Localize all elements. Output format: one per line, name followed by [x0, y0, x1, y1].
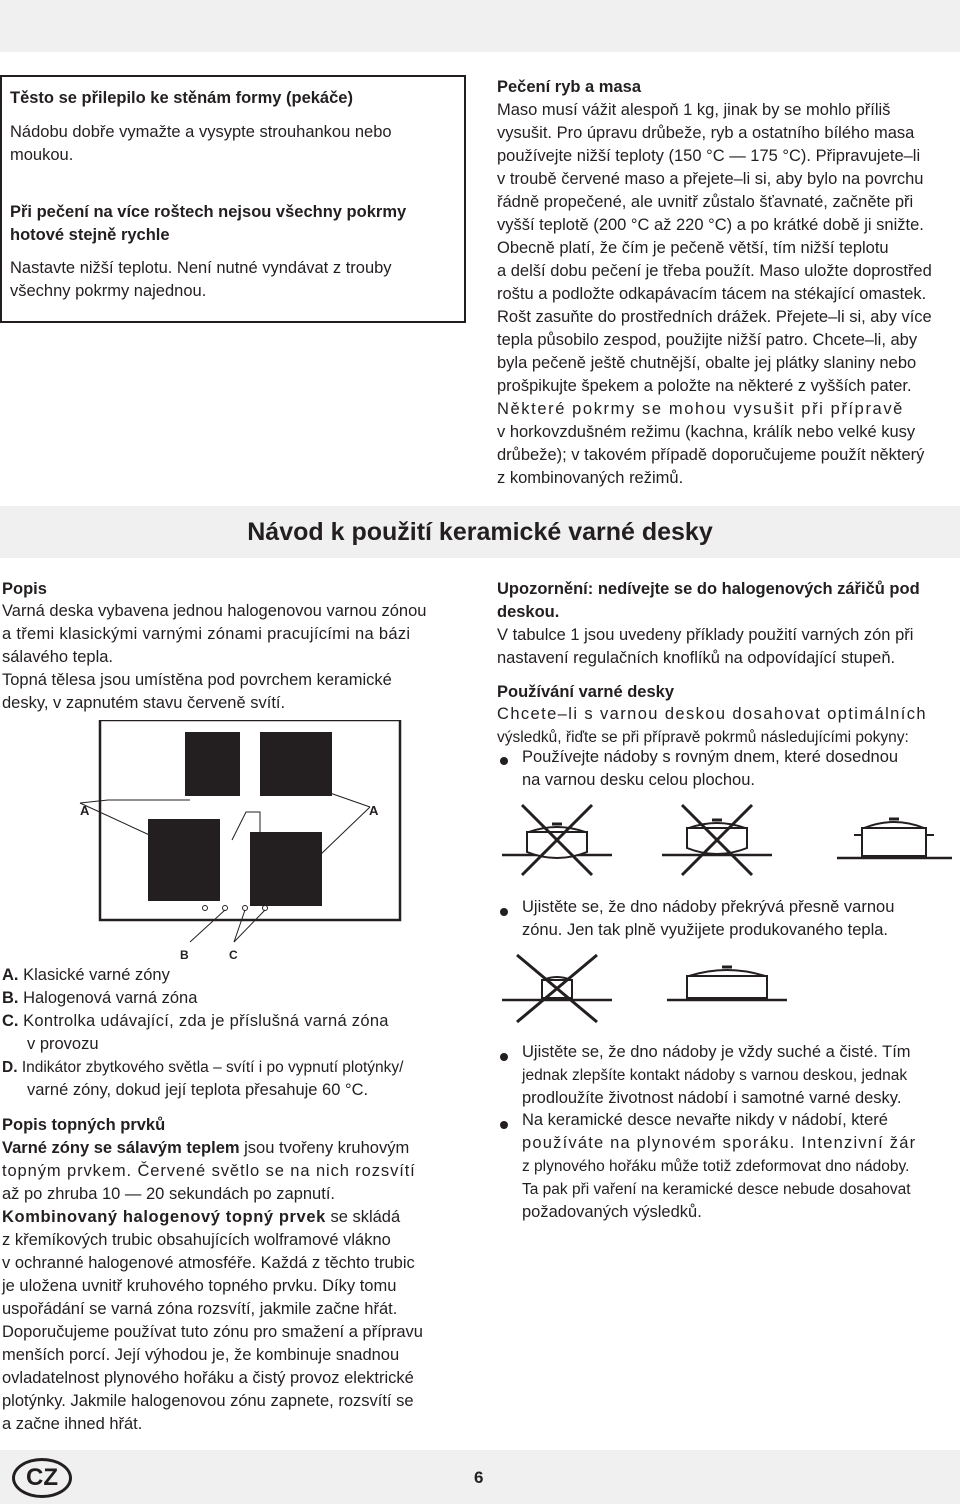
- usage-line: výsledků, řiďte se při přípravě pokrmů následujícími pokyny:: [497, 729, 909, 746]
- legend-text: Klasické varné zóny: [23, 966, 170, 984]
- prvky-line: menších porcí. Její výhodou je, že kombinuje snadnou: [2, 1346, 400, 1364]
- legend-key: A.: [2, 966, 19, 984]
- fish-heading: Pečení ryb a masa: [497, 78, 642, 96]
- pot-illustrations-2: [497, 950, 960, 1025]
- fish-line: Maso musí vážit alespoň 1 kg, jinak by se mohlo příliš: [497, 101, 891, 119]
- label-a-right: A: [369, 803, 379, 818]
- bullet-line: Ujistěte se, že dno nádoby překrývá přesně varnou: [522, 898, 895, 916]
- legend-item: [2, 964, 472, 987]
- prvky-line: Doporučujeme používat tuto zónu pro smažení a přípravu: [2, 1323, 423, 1341]
- fish-line: řádně propečené, ale uvnitř zůstalo šťavnaté, začněte při: [497, 193, 914, 211]
- prvky-bold: Varné zóny se sálavým teplem: [2, 1139, 240, 1157]
- fish-line: a delší dobu pečení je třeba použít. Maso uložte doprostřed: [497, 262, 932, 280]
- fish-line: vyšší teplotě (200 °C až 220 °C) a po krátké době ji snižte.: [497, 216, 924, 234]
- bullet-line: Ta pak při vaření na keramické desce nebude dosahovat: [522, 1181, 911, 1198]
- prvky-line: a začne ihned hřát.: [2, 1415, 143, 1433]
- fish-line: v troubě červené maso a přejete–li si, aby bylo na povrchu: [497, 170, 924, 188]
- fish-line: z kombinovaných režimů.: [497, 469, 684, 487]
- fish-line: Obecně platí, že čím je pečeně větší, tím nižší teplotu: [497, 239, 889, 257]
- prvky-bold: Kombinovaný halogenový topný prvek: [2, 1208, 326, 1226]
- bullet-dot: [500, 1121, 508, 1129]
- popis-text: [2, 600, 465, 715]
- bullet-line: jednak zlepšíte kontakt nádoby s varnou deskou, jednak: [522, 1067, 908, 1084]
- usage-bullet-1: [522, 746, 960, 792]
- legend-text: Kontrolka udávající, zda je příslušná varná zóna: [23, 1012, 389, 1030]
- tip-text-2: Nastavte nižší teplotu. Není nutné vyndávat z trouby všechny pokrmy najednou.: [10, 259, 392, 300]
- popis-line: desky, v zapnutém stavu červeně svítí.: [2, 694, 286, 712]
- warning: [497, 578, 960, 670]
- header-band: [0, 0, 960, 52]
- usage-bullet-4: [522, 1109, 960, 1224]
- legend-key: B.: [2, 989, 19, 1007]
- pot-correct-flat: [837, 819, 952, 858]
- legend: [2, 964, 472, 1102]
- prvky-line: plotýnky. Jakmile halogenovou zónu zapnete, rozsvítí se: [2, 1392, 414, 1410]
- prvky-line: z křemíkových trubic obsahujících wolframové vlákno: [2, 1231, 391, 1249]
- bullet-line: z plynového hořáku může totiž zdeformovat dno nádoby.: [522, 1158, 910, 1175]
- popis-heading: Popis: [2, 580, 47, 598]
- fish-line: roštu a podložte odkapávacím tácem na stékající omastek.: [497, 285, 927, 303]
- prvky-heading: Popis topných prvků: [2, 1116, 166, 1134]
- legend-key: C.: [2, 1012, 19, 1030]
- popis-line: sálavého tepla.: [2, 648, 113, 666]
- legend-item: [2, 1010, 472, 1033]
- bullet-line: prodloužíte životnost nádobí i samotné varné desky.: [522, 1089, 902, 1107]
- fish-line: Rošt zasuňte do prostředních drážek. Přejete–li si, aby více: [497, 308, 932, 326]
- bullet-dot: [500, 757, 508, 765]
- warning-line: Upozornění: nedívejte se do halogenových zářičů pod: [497, 580, 920, 598]
- legend-text: Indikátor zbytkového světla – svítí i po vypnutí plotýnky/: [21, 1059, 404, 1076]
- bullet-line: Na keramické desce nevařte nikdy v nádobí, které: [522, 1111, 888, 1129]
- bullet-line: požadovaných výsledků.: [522, 1203, 702, 1221]
- legend-item: varné zóny, dokud její teplota přesahuje 60 °C.: [27, 1081, 369, 1099]
- prvky-line: [2, 1137, 468, 1160]
- pot-illustrations-1: [497, 800, 960, 880]
- prvky-line: v ochranné halogenové atmosféře. Každá z těchto trubic: [2, 1254, 415, 1272]
- usage-line: Chcete–li s varnou deskou dosahovat optimálních: [497, 705, 927, 723]
- zone-top-right: [260, 732, 332, 796]
- label-b: B: [180, 948, 189, 962]
- fish-line: tepla působilo zespod, použijte nižší patro. Chcete–li, aby: [497, 331, 918, 349]
- legend-item: v provozu: [27, 1035, 99, 1053]
- pot-wrong-convex: [662, 805, 772, 875]
- zone-bottom-right: [250, 832, 322, 906]
- popis-line: Varná deska vybavena jednou halogenovou varnou zónou: [2, 602, 427, 620]
- fish-line: drůbeže); v takovém případě doporučujeme použít některý: [497, 446, 925, 464]
- fish-line: v horkovzdušném režimu (kachna, králík nebo velké kusy: [497, 423, 916, 441]
- zone-top-left: [185, 732, 240, 796]
- prvky-line: [2, 1206, 468, 1229]
- bullet-dot: [500, 908, 508, 916]
- prvky-rest: se skládá: [325, 1208, 401, 1226]
- bullet-line: Používejte nádoby s rovným dnem, které dosednou: [522, 748, 899, 766]
- fish-line: používejte nižší teploty (150 °C — 175 °C). Připravujete–li: [497, 147, 921, 165]
- legend-key: D.: [2, 1059, 18, 1076]
- bullet-line: zónu. Jen tak plně využijete produkovaného tepla.: [522, 921, 888, 939]
- legend-item: [2, 987, 472, 1010]
- bullet-dot: [500, 1053, 508, 1061]
- fish-line: Některé pokrmy se mohou vysušit při přípravě: [497, 400, 904, 418]
- usage-text: [497, 703, 960, 749]
- country-badge: CZ: [12, 1458, 72, 1498]
- bullet-line: používáte na plynovém sporáku. Intenzivní žár: [522, 1134, 917, 1152]
- tip-heading-2: Při pečení na více roštech nejsou všechny pokrmy hotové stejně rychle: [10, 203, 407, 244]
- bullet-line: Ujistěte se, že dno nádoby je vždy suché a čisté. Tím: [522, 1043, 911, 1061]
- prvky-text: [2, 1137, 468, 1436]
- hob-diagram: [60, 720, 440, 970]
- usage-bullet-2: [522, 896, 960, 942]
- warning-line: deskou.: [497, 603, 560, 621]
- page-number: 6: [474, 1468, 484, 1487]
- prvky-line: ovladatelnost plynového hořáku a čistý provoz elektrické: [2, 1369, 414, 1387]
- popis-line: a třemi klasickými varnými zónami pracujícími na bázi: [2, 625, 411, 643]
- label-c: C: [229, 948, 238, 962]
- usage-heading: Používání varné desky: [497, 683, 674, 701]
- tip-heading-1: Těsto se přilepilo ke stěnám formy (pekáče): [10, 89, 353, 107]
- fish-line: byla pečeně ještě chutnější, obalte jej plátky slaniny nebo: [497, 354, 917, 372]
- pot-correct-matching: [667, 967, 787, 1000]
- pot-wrong-small: [502, 955, 612, 1022]
- prvky-line: uspořádání se varná zóna rozsvítí, jakmile začne hřát.: [2, 1300, 398, 1318]
- zone-bottom-left: [148, 819, 220, 901]
- prvky-rest: jsou tvořeny kruhovým: [239, 1139, 410, 1157]
- usage-bullet-3: [522, 1041, 960, 1110]
- tip-text-1: Nádobu dobře vymažte a vysypte strouhankou nebo moukou.: [10, 123, 392, 164]
- fish-line: vysušit. Pro úpravu drůbeže, ryb a ostatního bílého masa: [497, 124, 915, 142]
- label-a-left: A: [80, 803, 90, 818]
- tips-box: [0, 75, 466, 323]
- section-title: Návod k použití keramické varné desky: [247, 518, 713, 546]
- bullet-line: na varnou desku celou plochou.: [522, 771, 755, 789]
- legend-text: Halogenová varná zóna: [23, 989, 198, 1007]
- pot-wrong-curved: [502, 805, 612, 875]
- popis-line: Topná tělesa jsou umístěna pod povrchem keramické: [2, 671, 392, 689]
- fish-line: prošpikujte špekem a položte na některé z vyšších pater.: [497, 377, 912, 395]
- fish-text: [497, 99, 960, 490]
- prvky-line: až po zhruba 10 — 20 sekundách po zapnutí.: [2, 1185, 335, 1203]
- warning-line: nastavení regulačních knoflíků na odpovídající stupeň.: [497, 649, 896, 667]
- prvky-line: je uložena uvnitř kruhového topného prvku. Díky tomu: [2, 1277, 397, 1295]
- prvky-line: topným prvkem. Červené světlo se na nich rozsvítí: [2, 1162, 416, 1180]
- warning-line: V tabulce 1 jsou uvedeny příklady použití varných zón při: [497, 626, 914, 644]
- legend-item: [2, 1056, 472, 1079]
